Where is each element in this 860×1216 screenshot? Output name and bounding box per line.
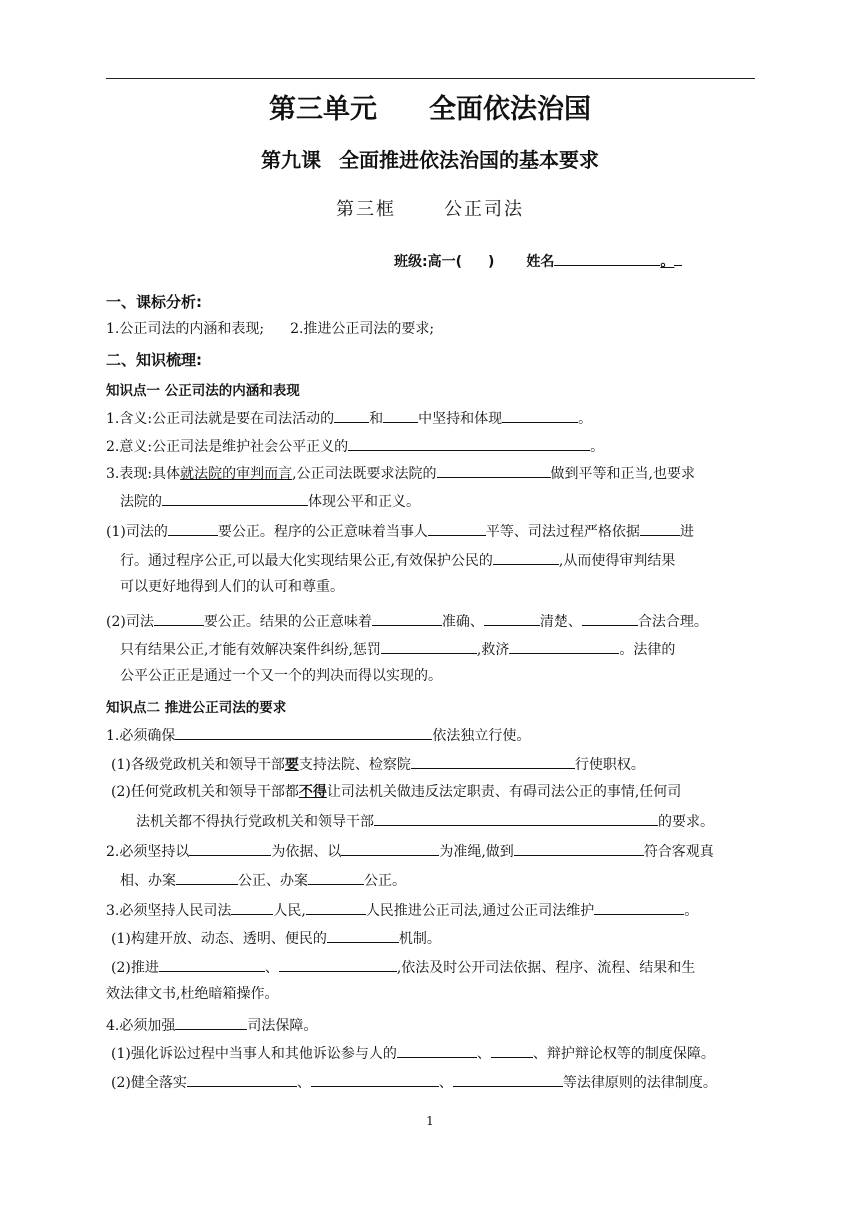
kp1-line-7: 可以更好地得到人们的认可和尊重。 (120, 579, 344, 595)
blank[interactable] (187, 1072, 297, 1087)
blank[interactable] (334, 408, 369, 423)
kp2-line-5: 2.必须坚持以 为依据、以 为准绳,做到 符合客观真 (106, 841, 714, 861)
blank[interactable] (594, 900, 684, 915)
blank[interactable] (437, 463, 551, 478)
blank[interactable] (175, 725, 432, 740)
kp1-line-4: 法院的 体现公平和正义。 (120, 491, 420, 511)
kp1-line-5: (1)司法的 要公正。程序的公正意味着当事人 平等、司法过程严格依据 进 (106, 521, 694, 541)
kp2-line-4: 法机关都不得执行党政机关和领导干部 的要求。 (136, 811, 714, 831)
kp1-line-1: 1.含义:公正司法就是要在司法活动的 和 中坚持和体现 。 (106, 408, 592, 428)
kp2-line-3: (2)任何党政机关和领导干部都不得让司法机关做违反法定职责、有碍司法公正的事情,任何司 (111, 784, 682, 800)
blank[interactable] (640, 521, 680, 536)
kp1-line-8: (2)司法 要公正。结果的公正意味着 准确、 清楚、 合法合理。 (106, 611, 708, 631)
blank[interactable] (491, 1043, 533, 1058)
blank[interactable] (168, 521, 218, 536)
blank[interactable] (374, 811, 658, 826)
blank[interactable] (514, 841, 644, 856)
blank[interactable] (176, 870, 238, 885)
standards-line: 1.公正司法的内涵和表现; 2.推进公正司法的要求; (106, 321, 435, 337)
kp2-line-8: (1)构建开放、动态、透明、便民的 机制。 (111, 928, 441, 948)
blank[interactable] (306, 900, 366, 915)
blank[interactable] (189, 841, 271, 856)
kp1-line-2: 2.意义:公正司法是维护社会公平正义的 。 (106, 436, 604, 456)
unit-title: 第三单元 全面依法治国 (269, 94, 591, 125)
kp2-line-12: (1)强化诉讼过程中当事人和其他诉讼参与人的 、 、辩护辩论权等的制度保障。 (111, 1043, 715, 1063)
blank[interactable] (162, 491, 308, 506)
knowledge-point-1-heading: 知识点一 公正司法的内涵和表现 (106, 383, 300, 399)
blank[interactable] (279, 957, 397, 972)
blank[interactable] (327, 928, 399, 943)
blank[interactable] (159, 957, 265, 972)
kp2-line-9: (2)推进 、 ,依法及时公开司法依据、程序、流程、结果和生 (111, 957, 695, 977)
header-rule (106, 78, 755, 79)
kp2-line-10: 效法律文书,杜绝暗箱操作。 (106, 986, 279, 1002)
knowledge-point-2-heading: 知识点二 推进公正司法的要求 (106, 700, 287, 716)
blank[interactable] (341, 841, 439, 856)
kp2-line-1: 1.必须确保 依法独立行使。 (106, 725, 530, 745)
blank[interactable] (231, 900, 273, 915)
blank[interactable] (582, 611, 638, 626)
blank[interactable] (372, 611, 442, 626)
blank[interactable] (453, 1072, 563, 1087)
page-number: 1 (426, 1114, 434, 1128)
kp1-line-6: 行。通过程序公正,可以最大化实现结果公正,有效保护公民的 ,从而使得审判结果 (120, 550, 675, 570)
blank[interactable] (411, 754, 575, 769)
blank[interactable] (175, 1015, 247, 1030)
kp1-line-10: 公平公正正是通过一个又一个的判决而得以实现的。 (120, 668, 442, 684)
blank[interactable] (381, 639, 477, 654)
blank[interactable] (397, 1043, 477, 1058)
blank[interactable] (502, 408, 578, 423)
section-heading-knowledge: 二、知识梳理: (106, 351, 202, 369)
blank[interactable] (484, 611, 540, 626)
blank[interactable] (383, 408, 418, 423)
name-blank[interactable] (554, 251, 660, 266)
kp1-line-3: 3.表现:具体就法院的审判而言,公正司法既要求法院的 做到平等和正当,也要求 (106, 463, 695, 483)
section-heading-standards: 一、课标分析: (106, 293, 202, 311)
kp1-line-9: 只有结果公正,才能有效解决案件纠纷,惩罚 ,救济 。法律的 (120, 639, 675, 659)
blank[interactable] (428, 521, 486, 536)
kp2-line-13: (2)健全落实 、 、 等法律原则的法律制度。 (111, 1072, 717, 1092)
blank[interactable] (509, 639, 619, 654)
kp2-line-2: (1)各级党政机关和领导干部要支持法院、检察院 行使职权。 (111, 754, 645, 774)
blank[interactable] (348, 436, 590, 451)
lesson-title: 第九课 全面推进依法治国的基本要求 (261, 148, 599, 172)
frame-title: 第三框 公正司法 (336, 199, 524, 220)
kp2-line-7: 3.必须坚持人民司法 人民, 人民推进公正司法,通过公正司法维护 。 (106, 900, 698, 920)
blank[interactable] (493, 550, 559, 565)
blank[interactable] (154, 611, 204, 626)
class-name-line: 班级:高一( ) 姓名 。 (394, 251, 682, 271)
kp2-line-6: 相、办案 公正、办案 公正。 (120, 870, 406, 890)
kp2-line-11: 4.必须加强 司法保障。 (106, 1015, 317, 1035)
blank[interactable] (308, 870, 364, 885)
blank[interactable] (311, 1072, 439, 1087)
